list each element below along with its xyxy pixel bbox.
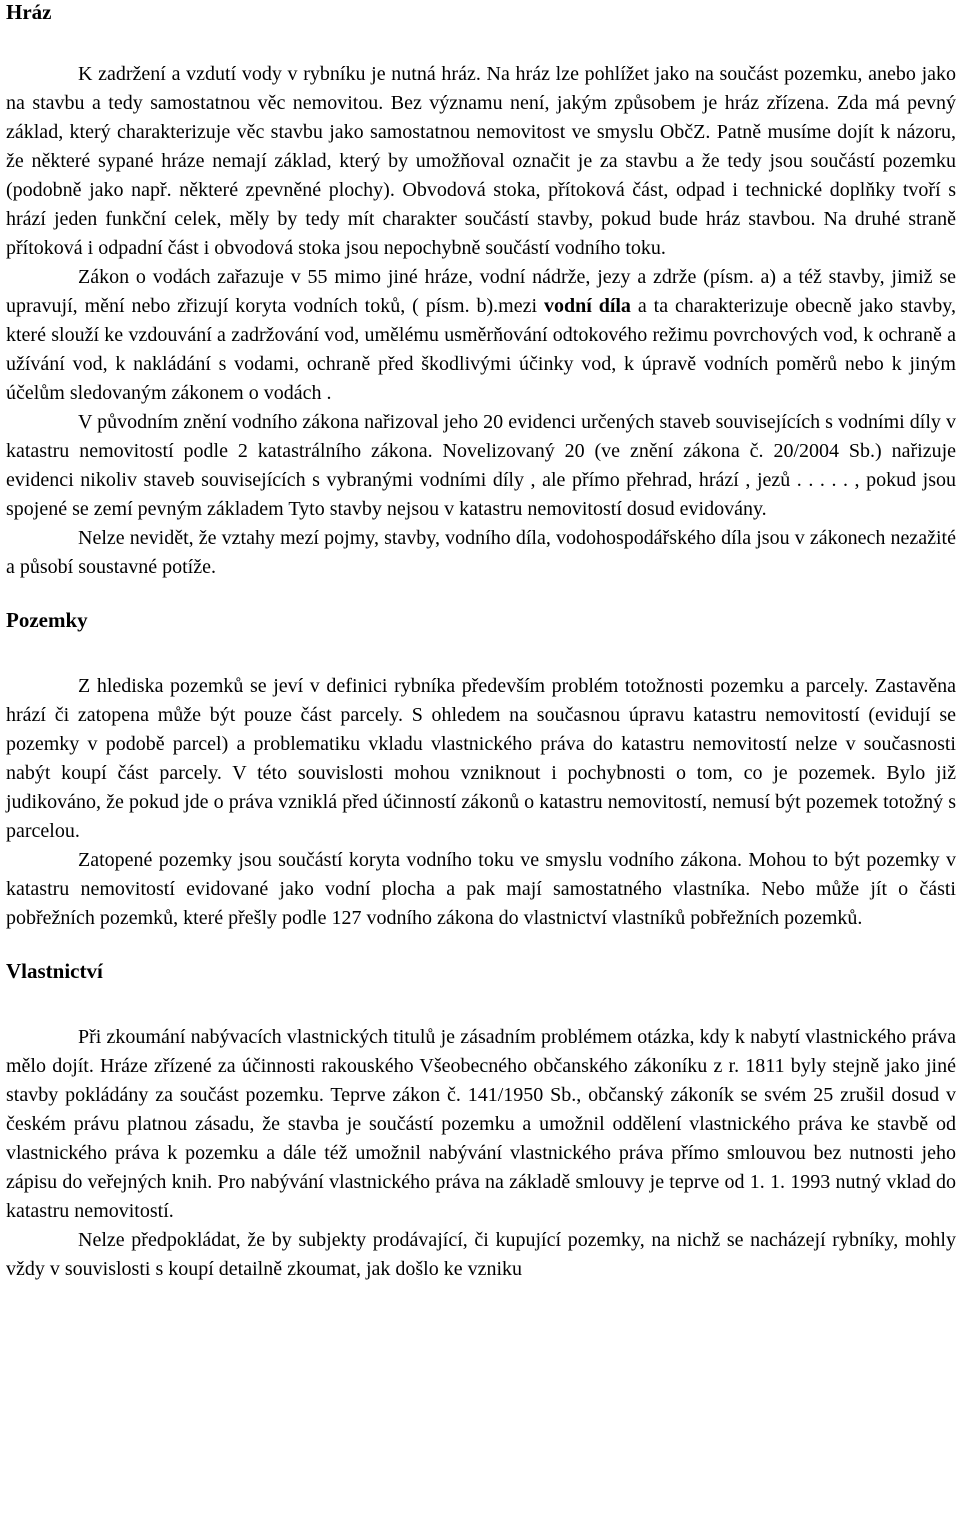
document-page [6,0,956,1284]
paragraph-pozemky-2: Zatopené pozemky jsou součástí koryta vodního toku ve smyslu vodního zákona. Mohou to být pozemky v katastru nemovitostí evidované jako vodní plocha a pak mají samostatného vlastníka. Nebo může jít o části pobřežních pozemků, které přešly podle 127 vodního zákona do vlastnictví vlastníků pobřežních pozemků. [6,849,956,929]
section-heading-pozemky: Pozemky [6,608,88,632]
paragraph-pozemky-1: Z hlediska pozemků se jeví v definici rybníka především problém totožnosti pozemku a parcely. Zastavěna hrází či zatopena může být pouze část parcely. S ohledem na současnou úpravu katastru nemovitostí (evidují se pozemky v podobě parcel) a problematiku vkladu vlastnického práva do katastru nemovitostí nelze v současnosti nabýt koupí část parcely. V této souvislosti mohou vzniknout i pochybnosti o tom, co je pozemek. Bylo již judikováno, že pokud jde o práva vzniklá před účinností zákonů o katastru nemovitostí, nemusí být pozemek totožný s parcelou. [6,675,956,842]
paragraph-vlastnictvi-2: Nelze předpokládat, že by subjekty prodávající, či kupující pozemky, na nichž se nacházejí rybníky, mohly vždy v souvislosti s koupí detailně zkoumat, jak došlo ke vzniku [6,1229,956,1280]
paragraph-hraz-2-start: Zákon o vodách zařazuje v 55 mimo jiné hráze, vodní nádrže, jezy a zdrže (písm. a) a též stavby, jimiž se upravují, mění nebo zřizují koryta vodních toků, ( písm. b).mezi [6,266,956,317]
paragraph-hraz-3: V původním znění vodního zákona nařizoval jeho 20 evidenci určených staveb souvisejících s vodními díly v katastru nemovitostí podle 2 katastrálního zákona. Novelizovaný 20 (ve znění zákona č. 20/2004 Sb.) nařizuje evidenci nikoliv staveb souvisejících s vybranými vodními díly , ale přímo přehrad, hrází , jezů . . . . . , pokud jsou spojené se zemí pevným základem Tyto stavby nejsou v katastru nemovitostí dosud evidovány. [6,411,956,520]
term-vodni-dila: vodní díla [543,295,631,317]
paragraph-hraz-1: K zadržení a vzdutí vody v rybníku je nutná hráz. Na hráz lze pohlížet jako na součást pozemku, anebo jako na stavbu a tedy samostatnou věc nemovitou. Bez významu není, jakým způsobem je hráz zřízena. Zda má pevný základ, který charakterizuje věc stavbu jako samostatnou nemovitost ve smyslu ObčZ. Patně musíme dojít k názoru, že některé sypané hráze nemají základ, který by umožňoval označit je za stavbu a že tedy jsou součástí pozemku (podobně jako např. některé zpevněné plochy). Obvodová stoka, přítoková část, odpad i technické doplňky tvoří s hrází jeden funkční celek, měly by tedy mít charakter součástí stavby, pokud bude hráz stavbou. Na druhé straně přítoková i odpadní část i obvodová stoka jsou nepochybně součástí vodního toku. [6,63,956,259]
paragraph-hraz-4: Nelze nevidět, že vztahy mezí pojmy, stavby, vodního díla, vodohospodářského díla jsou v zákonech nezažité a působí soustavné potíže. [6,527,956,578]
paragraph-hraz-2-end: a ta charakterizuje obecně jako stavby, které slouží ke vzdouvání a zadržování vod, umělému usměrňování odtokového režimu povrchových vod, k ochraně a užívání vod, k nakládání s vodami, ochraně před škodlivými účinky vod, k úpravě vodních poměrů nebo k jiným účelům sledovaným zákonem o vodách . [6,295,956,404]
section-heading-vlastnictvi: Vlastnictví [6,959,103,983]
paragraph-vlastnictvi-1: Při zkoumání nabývacích vlastnických titulů je zásadním problémem otázka, kdy k nabytí vlastnického práva mělo dojít. Hráze zřízené za účinnosti rakouského Všeobecného občanského zákoníku z r. 1811 byly stejně jako jiné stavby pokládány za součást pozemku. Teprve zákon č. 141/1950 Sb., občanský zákoník se svém 25 zrušil dosud v českém právu platnou zásadu, že stavba je součástí pozemku a umožnil oddělení vlastnického práva ke stavbě od vlastnického práva k pozemku a dále též umožnil nabývání vlastnického práva přímo smlouvou bez nutnosti jeho zápisu do veřejných knih. Pro nabývání vlastnického práva na základě smlouvy je teprve od 1. 1. 1993 nutný vklad do katastru nemovitostí. [6,1026,956,1222]
paragraph-hraz-2 [6,263,956,408]
section-heading-hraz: Hráz [6,0,52,24]
